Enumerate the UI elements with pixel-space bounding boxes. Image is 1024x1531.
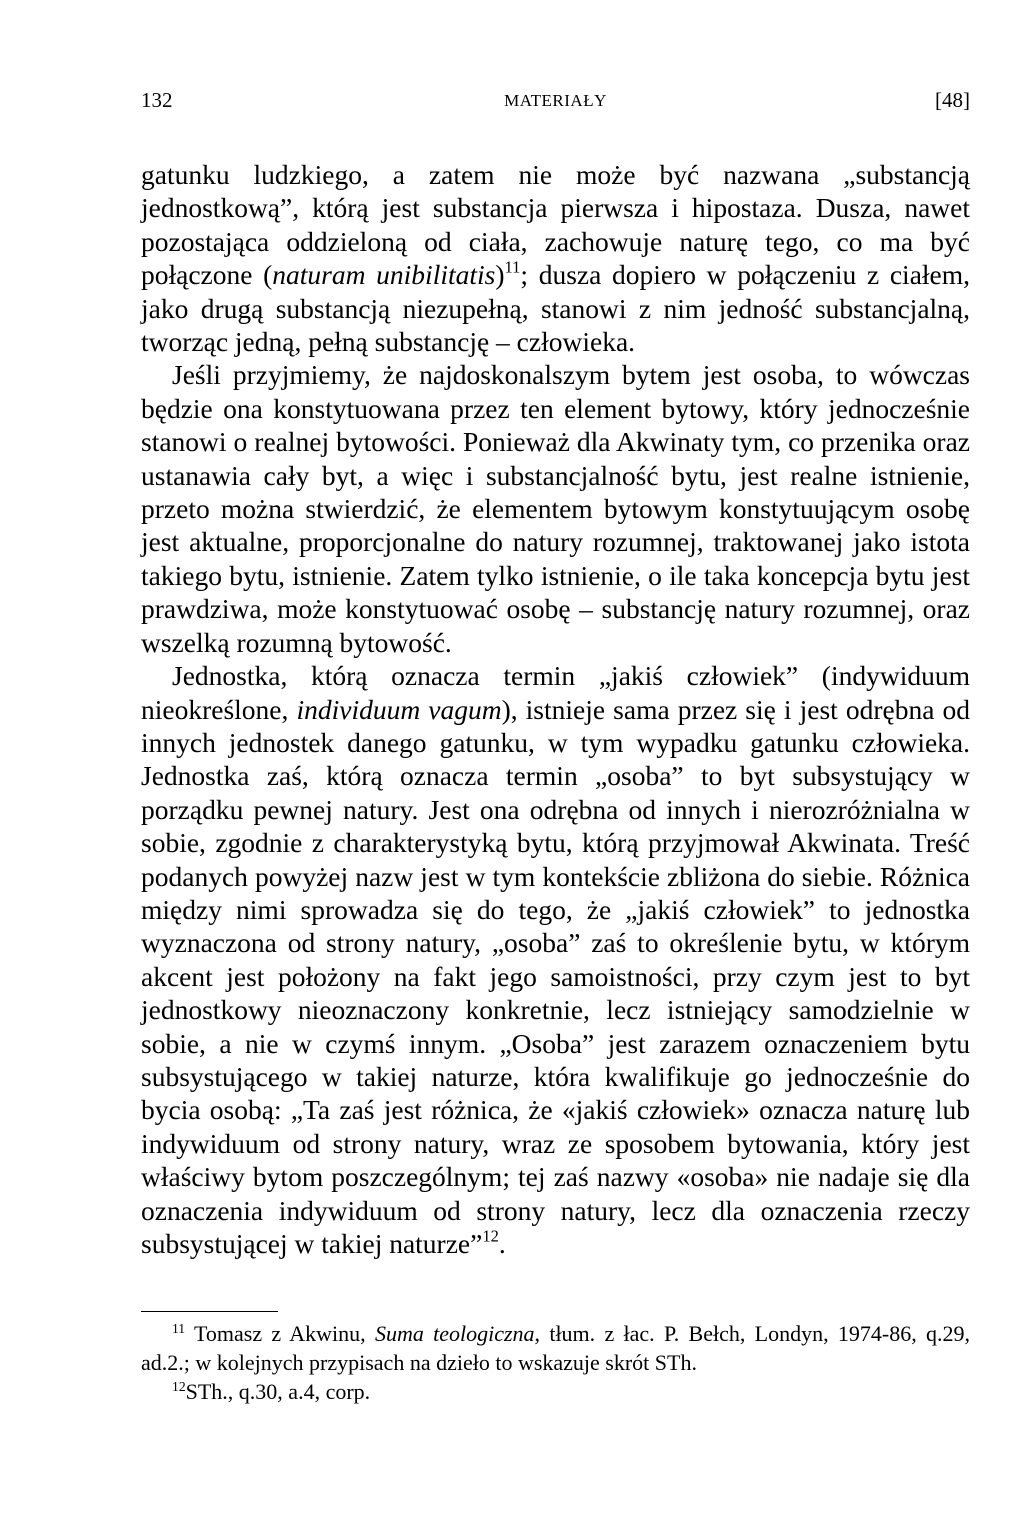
section-reference: [48] (935, 88, 970, 112)
footnote-marker: 11 (172, 1320, 186, 1336)
running-header (141, 88, 970, 118)
text-run: STh., q.30, a.4, corp. (185, 1379, 371, 1404)
italic-title: Suma teologiczna (374, 1321, 535, 1346)
footnote-ref-11[interactable]: 11 (504, 257, 521, 277)
running-title: MATERIAŁY (504, 91, 607, 110)
paragraph-1 (141, 158, 970, 358)
page-number: 132 (141, 88, 173, 112)
italic-term: naturam unibilitatis (272, 259, 496, 291)
italic-term: individuum vagum (296, 693, 502, 725)
text-run: Tomasz z Akwinu, (185, 1321, 375, 1346)
text-run: ; dusza dopiero w połączeniu z ciałem, jako drugą substancją niezupełną, stanowi z nim jedność substancjalną, tworząc jedną, pełną substancję – człowieka. (141, 259, 971, 358)
footnotes (141, 1319, 970, 1406)
text-run: gatunku ludzkiego, a zatem nie może być nazwana „substancją jednostkową”, którą jest substancja pierwsza i hipostaza. Dusza, nawet pozostająca oddzieloną od ciała, zachowuje naturę tego, co ma być połączone ( (141, 159, 970, 291)
footnote-marker: 12 (172, 1378, 186, 1394)
paragraph-2: Jeśli przyjmiemy, że najdoskonalszym bytem jest osoba, to wówczas będzie ona konstytuowana przez ten element bytowy, który jednocześnie stanowi o realnej bytowości. Ponieważ dla Akwinaty tym, co przenika oraz ustanawia cały byt, a więc i substancjalność bytu, jest realne istnienie, przeto można stwierdzić, że elementem bytowym konstytuującym osobę jest aktualne, proporcjonalne do natury rozumnej, traktowanej jako istota takiego bytu, istnienie. Zatem tylko istnienie, o ile taka koncepcja bytu jest prawdziwa, może konstytuować osobę – substancję natury rozumnej, oraz wszelką rozumną bytowość. (141, 359, 970, 658)
footnote-separator (141, 1311, 278, 1312)
main-text (141, 158, 970, 1260)
paragraph-3 (141, 659, 970, 1260)
text-run: ), istnieje sama przez się i jest odrębna od innych jednostek danego gatunku, w tym wypadku gatunku człowieka. Jednostka zaś, którą oznacza termin „osoba” to byt subsystujący w porządku pewnej natury. Jest ona odrębna od innych i nierozróżnialna w sobie, zgodnie z charakterystyką bytu, którą przyjmował Akwinata. Treść podanych powyżej nazw jest w tym kontekście zbliżona do siebie. Różnica między nimi sprowadza się do tego, że „jakiś człowiek” to jednostka wyznaczona od strony natury, „osoba” zaś to określenie bytu, w którym akcent jest położony na fakt jego samoistności, przy czym jest to byt jednostkowy nieoznaczony konkretnie, lecz istniejący samodzielnie w sobie, a nie w czymś innym. „Osoba” jest zarazem oznaczeniem bytu subsystującego w takiej naturze, która kwalifikuje go jednocześnie do bycia osobą: „Ta zaś jest różnica, że «jakiś człowiek» oznacza naturę lub indywiduum od strony natury, wraz ze sposobem bytowania, który jest właściwy bytom poszczególnym; tej zaś nazwy «osoba» nie nadaje się dla oznaczenia indywiduum od strony natury, lecz dla oznaczenia rzeczy subsystującej w takiej naturze” (141, 693, 970, 1259)
text-run: , tłum. z łac. P. Bełch, Londyn, 1974-86, q.29, ad.2.; w kolejnych przypisach na dzieło to wskazuje skrót STh. (141, 1321, 970, 1375)
text-run: . (498, 1228, 506, 1259)
footnote-11 (141, 1319, 970, 1377)
footnote-12 (141, 1377, 970, 1406)
text-run: ) (495, 259, 505, 291)
text-run: Jednostka, którą oznacza termin „jakiś człowiek” (indywiduum nieokreślone, (141, 660, 970, 725)
footnote-ref-12[interactable]: 12 (482, 1226, 499, 1246)
